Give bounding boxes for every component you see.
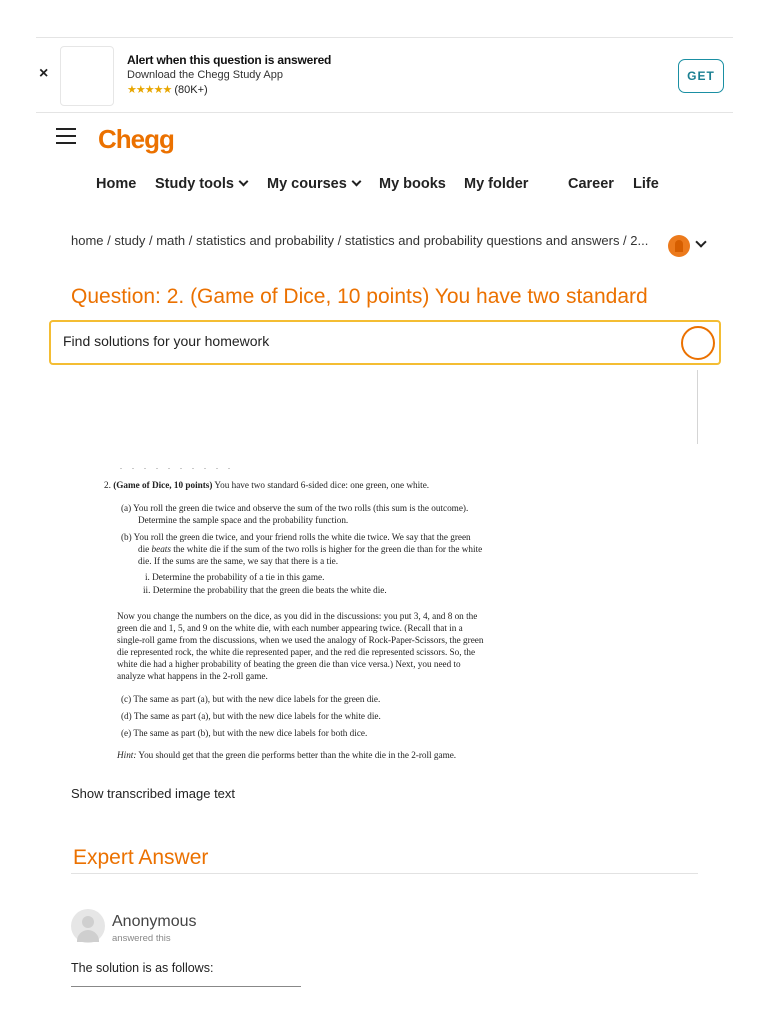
nav-study-tools-label: Study tools: [155, 176, 234, 192]
question-intro: [104, 480, 429, 491]
nav-life[interactable]: Life: [633, 176, 659, 192]
paragraph-line: die represented rock, the white die represented paper, and the red die represented scissors. So, the: [117, 647, 476, 657]
user-avatar[interactable]: [668, 235, 690, 257]
part-c: (c) The same as part (a), but with the new dice labels for the green die.: [121, 694, 381, 704]
search-input[interactable]: [63, 333, 663, 349]
show-transcribed-link[interactable]: Show transcribed image text: [71, 786, 236, 801]
app-logo: [60, 46, 114, 106]
part-b-i: i. Determine the probability of a tie in this game.: [145, 572, 325, 582]
paragraph-line: analyze what happens in the 2-roll game.: [117, 671, 268, 681]
part-a-line1: (a) You roll the green die twice and observe the sum of the two rolls (this sum is the outcome).: [121, 503, 469, 513]
expert-answer-heading: Expert Answer: [73, 846, 209, 869]
paragraph-line: white die had a higher probability of beating the green die than vice versa.) Next, you need to: [117, 659, 461, 669]
hint: [117, 750, 456, 761]
banner-text: [127, 53, 331, 98]
chevron-down-icon[interactable]: [695, 236, 706, 247]
part-b-ii: ii. Determine the probability that the green die beats the white die.: [143, 585, 387, 595]
search-icon[interactable]: [681, 326, 715, 360]
question-title: Question: 2. (Game of Dice, 10 points) You have two standard: [71, 285, 648, 308]
chegg-logo[interactable]: Chegg: [98, 124, 174, 154]
question-intro-text: You have two standard 6-sided dice: one green, one white.: [212, 480, 430, 490]
avatar: [71, 909, 105, 943]
answered-label: answered this: [112, 933, 171, 944]
question-image: [100, 462, 552, 774]
paragraph-line: single-roll game from the discussions, when we used the analogy of Rock-Paper-Scissors, the green: [117, 635, 484, 645]
divider: [697, 370, 698, 444]
part-b-line1: (b) You roll the green die twice, and your friend rolls the white die twice. We say that the green: [121, 532, 471, 542]
answerer-name: Anonymous: [112, 913, 197, 930]
banner-title: Alert when this question is answered: [127, 53, 332, 67]
banner-subtitle: Download the Chegg Study App: [127, 69, 283, 81]
nav-my-courses-label: My courses: [267, 176, 347, 192]
search-bar: [49, 320, 721, 365]
part-e: (e) The same as part (b), but with the new dice labels for both dice.: [121, 728, 368, 738]
close-icon[interactable]: ×: [39, 65, 49, 82]
part-b-text-rest: the white die if the sum of the two rolls is higher for the green die than for the white: [170, 544, 483, 554]
part-b-emphasis: beats: [151, 544, 171, 554]
menu-icon[interactable]: [56, 128, 76, 146]
nav-my-folder[interactable]: My folder: [464, 176, 529, 192]
breadcrumb[interactable]: home / study / math / statistics and probability / statistics and probability questions and answers / 2...: [71, 233, 649, 248]
question-heading: (Game of Dice, 10 points): [113, 480, 213, 490]
cropped-text: . . . . . . . . . .: [120, 462, 234, 471]
part-a-line2: Determine the sample space and the probability function.: [138, 515, 349, 525]
divider: [71, 873, 698, 874]
get-app-button[interactable]: GET: [678, 59, 724, 93]
hint-text: You should get that the green die performs better than the white die in the 2-roll game.: [136, 750, 457, 760]
solution-text: The solution is as follows:: [71, 961, 214, 975]
app-download-banner: [36, 37, 733, 113]
part-b-line2: [138, 544, 482, 555]
nav-home[interactable]: Home: [96, 176, 137, 192]
chevron-down-icon: [239, 177, 249, 187]
nav-career[interactable]: Career: [568, 176, 614, 192]
part-b-text: die: [138, 544, 152, 554]
star-rating-icon: ★★★★★: [127, 84, 172, 96]
paragraph-line: Now you change the numbers on the dice, as you did in the discussions: you put 3, 4, and 8 on the: [117, 611, 478, 621]
chevron-down-icon: [351, 177, 361, 187]
part-b-line3: die. If the sums are the same, we say that there is a tie.: [138, 556, 339, 566]
banner-rating: [127, 83, 331, 98]
rating-count: (80K+): [174, 84, 208, 96]
nav-my-courses[interactable]: [267, 176, 360, 192]
part-d: (d) The same as part (a), but with the new dice labels for the white die.: [121, 711, 381, 721]
nav-study-tools[interactable]: [155, 176, 247, 192]
nav-my-books[interactable]: My books: [379, 176, 446, 192]
question-number: 2.: [104, 480, 111, 490]
paragraph-line: green die and 1, 5, and 9 on the white die, with each number appearing twice. (Recall that in a: [117, 623, 463, 633]
hint-label: Hint:: [117, 750, 137, 760]
solution-image-edge: [71, 986, 301, 987]
